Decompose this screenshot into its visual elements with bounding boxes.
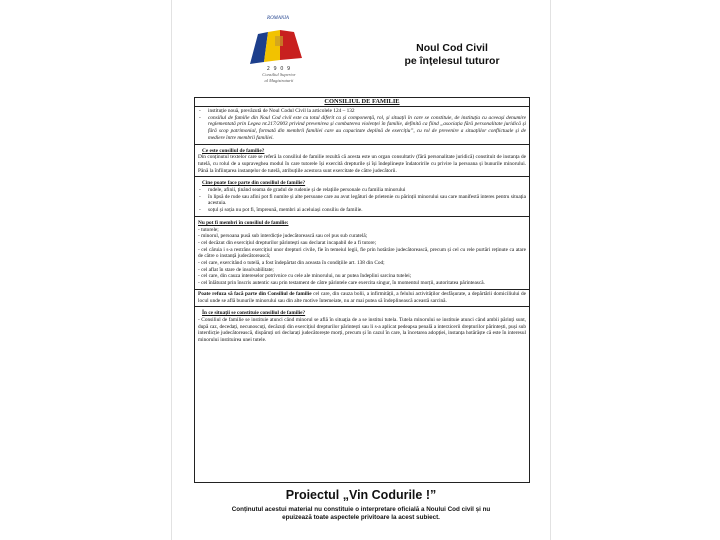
cannot-be-line: - cel înlăturat prin înscris autentic sau prin testament de către părintele care exercita singur, în momentul morții, autoritatea părintească.: [198, 280, 485, 287]
intro-item: - instituție nouă, prevăzută de Noul Codul Civil la articolele 124 – 132: [198, 108, 526, 115]
intro-list: [198, 108, 526, 142]
refuse-text: cel care, din cauza bolii, a infirmității, a felului activităților desfășurate, a depărtării domiciliului de locul unde se află bunurile minorului sau din alte motive întemeiate, nu ar mai putea să îndeplinească această sarcină.: [198, 290, 526, 304]
who-can-item: - rudele, afinii, ținând seama de gradul de rudenie și de relațiile personale cu familia minorului: [198, 187, 526, 194]
section-what-is: [195, 145, 529, 178]
answer-what-is: Din conținutul textelor care se referă la consiliul de familie rezultă că acesta este un organ consultativ (fără personalitate juridică) constituit de instanța de tutelă, cu rolul de a supraveghea modul în care tutorele își exercită drepturile și își îndeplinește îndatoririle cu privire la persoana și bunurile minorului. Până la înființarea instanțelor de tutelă, atribuțiile acestora sunt exercitate de către judecătorii.: [198, 154, 526, 174]
who-can-item: - soțul și soția nu pot fi, împreună, membri ai aceluiași consiliu de familie.: [198, 207, 526, 214]
project-title: Proiectul „Vin Codurile !”: [285, 488, 437, 502]
who-can-list: [198, 187, 526, 214]
logo-year: 2 9 0 9: [266, 66, 292, 72]
logo-caption: [242, 72, 316, 84]
cannot-be-line: - cel căruia i s-a restrâns exercițiul unor drepturi civile, fie în temeiul legii, fie prin hotărâre judecătorească, precum și cel cu rele purtări reținute ca atare de către o instanță judecătorească;: [198, 246, 526, 260]
section-cannot-be: [195, 217, 529, 290]
box-title: CONSILIUL DE FAMILIE: [195, 98, 529, 107]
logo-crest: [275, 36, 283, 46]
content-box: [194, 97, 530, 483]
refuse-lead: Poate refuza să facă parte din Consiliul de familie: [198, 290, 312, 297]
cannot-be-line: - cel decăzut din exercițiul drepturilor părintești sau declarat incapabil de a fi tutore;: [198, 239, 377, 246]
logo-caption-line1: Consiliul Superior: [262, 72, 296, 77]
intro-item: [198, 115, 526, 142]
section-intro: [195, 107, 529, 145]
section-who-can: [195, 177, 529, 217]
page-title-line2: pe înțelesul tuturor: [404, 55, 500, 67]
who-can-item: - în lipsă de rude sau afini pot fi numite și alte persoane care au avut legături de prietenie cu părinții minorului sau care manifestă interes pentru situația acestuia.: [198, 194, 526, 207]
cannot-be-line: - minorul, persoana pusă sub interdicție judecătorească sau cel pus sub curatelă;: [198, 233, 368, 240]
cannot-be-line: - cel care, exercitând o tutelă, a fost îndepărtat din aceasta în condițiile art. 138 din Cod;: [198, 260, 385, 267]
intro-item-text: consiliul de familie din Noul Cod civil este cu totul diferit ca și componență, rol, și situații în care se constituie, de instituția cu aceeași denumire reglementată prin Legea nr.217/2003 privind prevenirea și combaterea violenței în familie, definită ca fiind „asociația fără personalitate juridică și fără scop patrimonial, formată din membrii familiei care au capacitate deplină de exercițiu”, cu rol de prevenire a situațiilor conflictuale și de mediere între membrii familiei.: [208, 114, 526, 141]
section-refuse: [195, 290, 529, 307]
page-title: [372, 42, 532, 68]
section-when: [195, 307, 529, 346]
question-what-is: Ce este consiliul de familie?: [202, 147, 265, 154]
page-title-line1: Noul Cod Civil: [416, 42, 488, 54]
question-who-can: Cine poate face parte din consiliul de familie?: [202, 180, 306, 187]
question-cannot-be: [198, 220, 526, 227]
disclaimer-note: Conținutul acestui material nu constituie o interpretare oficială a Noului Cod civil și nu epuizează toate aspectele privitoare la acest subiect.: [231, 506, 491, 521]
logo-top-text: ROMANIA: [267, 16, 289, 21]
question-when: În ce situații se constituie consiliul de familie?: [202, 310, 306, 317]
cannot-be-line: - tutorele;: [198, 226, 219, 233]
cannot-be-line: - cel aflat în stare de insolvabilitate;: [198, 266, 274, 273]
logo-caption-line2: al Magistraturii: [264, 78, 294, 83]
answer-when: - Consiliul de familie se instituie atunci când minorul se află în situația de a se institui tutela. Tutela minorului se instituie atunci când ambii părinți sunt, după caz, decedați, necunoscuți, decăzuți din exercițiul drepturilor părintești sau li s-a aplicat pedeapsa penală a interzicerii drepturilor părintești, puși sub interdicție judecătorească, dispăruți ori declarați judecătorește morți, precum și în cazul în care, la încetarea adopției, instanța hotărăște că este în interesul minorului instituirea unei tutele.: [198, 316, 526, 344]
cannot-be-line: - cel care, din cauza intereselor potrivnice cu cele ale minorului, nu ar putea îndeplini sarcina tutelei;: [198, 273, 412, 280]
document-page: [172, 0, 550, 540]
question-cannot-be-text: Nu pot fi membri în consiliul de familie:: [198, 219, 289, 226]
logo-flag-red: [280, 30, 302, 60]
